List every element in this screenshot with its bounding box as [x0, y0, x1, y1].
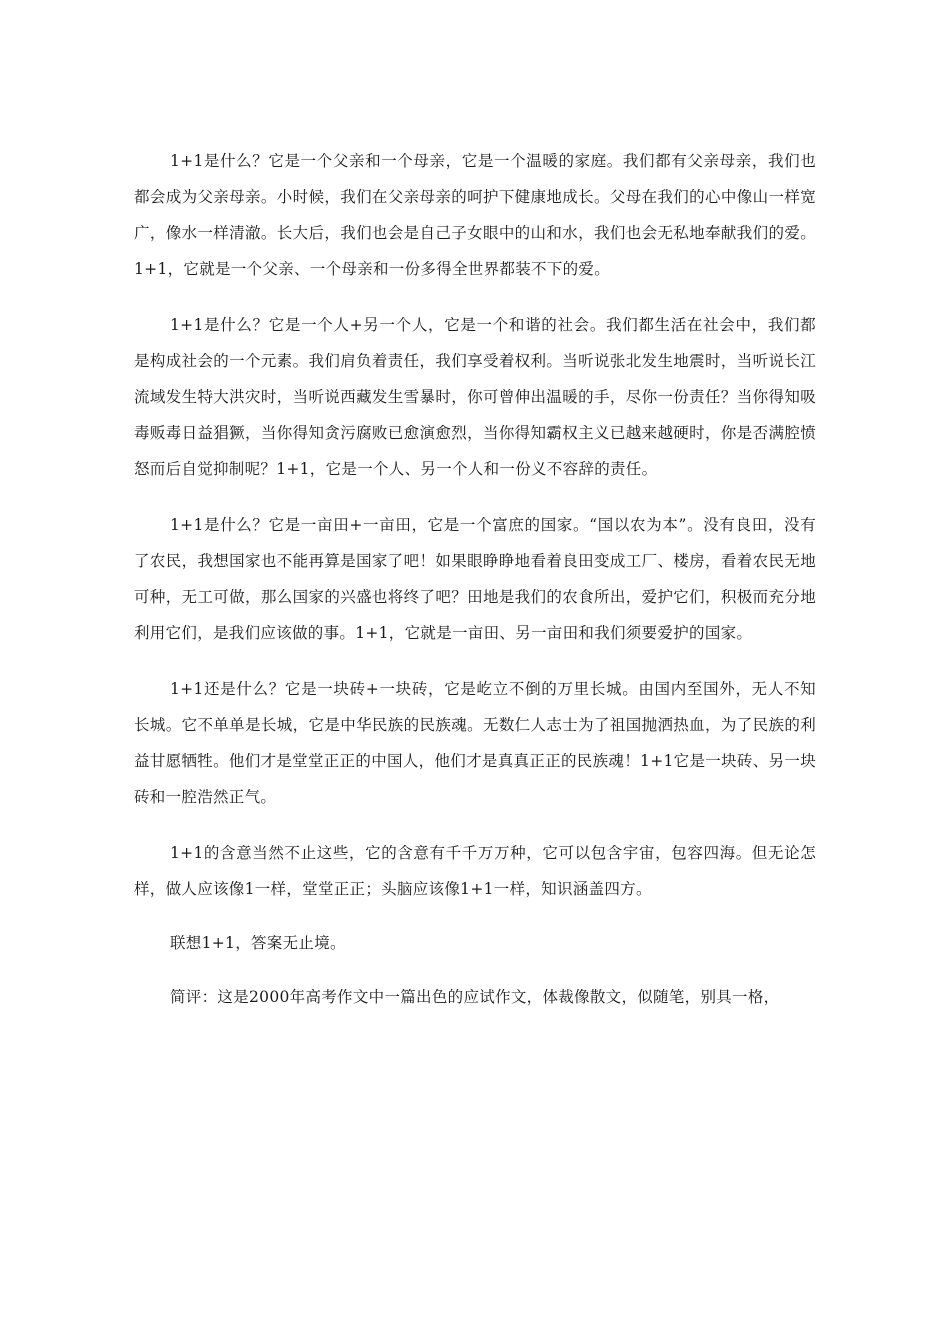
paragraph-parents: 1+1是什么？它是一个父亲和一个母亲，它是一个温暖的家庭。我们都有父亲母亲，我们也都会成为父亲母亲。小时候，我们在父亲母亲的呵护下健康地成长。父母在我们的心中像山一样宽广，像水一样清澈。长大后，我们也会是自己子女眼中的山和水，我们也会无私地奉献我们的爱。1+1，它就是一个父亲、一个母亲和一份多得全世界都装不下的爱。 — [134, 152, 816, 278]
paragraph-review: 简评：这是2000年高考作文中一篇出色的应试作文，体裁像散文，似随笔，别具一格， — [170, 988, 780, 1006]
paragraph-country: 1+1是什么？它是一亩田+一亩田，它是一个富庶的国家。“国以农为本”。没有良田，没有了农民，我想国家也不能再算是国家了吧！如果眼睁睁地看着良田变成工厂、楼房，看着农民无地可种，无工可做，那么国家的兴盛也将终了吧？田地是我们的农食所出，爱护它们，积极而充分地利用它们，是我们应该做的事。1+1，它就是一亩田、另一亩田和我们须要爱护的国家。 — [134, 516, 816, 642]
paragraph-society: 1+1是什么？它是一个人+另一个人，它是一个和谐的社会。我们都生活在社会中，我们都是构成社会的一个元素。我们肩负着责任，我们享受着权利。当听说张北发生地震时，当听说长江流域发生特大洪灾时，当听说西藏发生雪暴时，你可曾伸出温暖的手，尽你一份责任？当你得知吸毒贩毒日益猖獗，当你得知贪污腐败已愈演愈烈，当你得知霸权主义已越来越硬时，你是否满腔愤怒而后自觉抑制呢？1+1，它是一个人、另一个人和一份义不容辞的责任。 — [134, 316, 816, 478]
paragraph-conclusion: 联想1+1，答案无止境。 — [170, 934, 346, 952]
essay-body — [134, 143, 816, 1015]
paragraph-meaning: 1+1的含意当然不止这些，它的含意有千千万万种，它可以包含宇宙，包容四海。但无论怎样，做人应该像1一样，堂堂正正；头脑应该像1+1一样，知识涵盖四方。 — [134, 844, 816, 898]
paragraph-great-wall: 1+1还是什么？它是一块砖+一块砖，它是屹立不倒的万里长城。由国内至国外，无人不知长城。它不单单是长城，它是中华民族的民族魂。无数仁人志士为了祖国抛洒热血，为了民族的利益甘愿牺牲。他们才是堂堂正正的中国人，他们才是真真正正的民族魂！1+1它是一块砖、另一块砖和一腔浩然正气。 — [134, 680, 816, 806]
